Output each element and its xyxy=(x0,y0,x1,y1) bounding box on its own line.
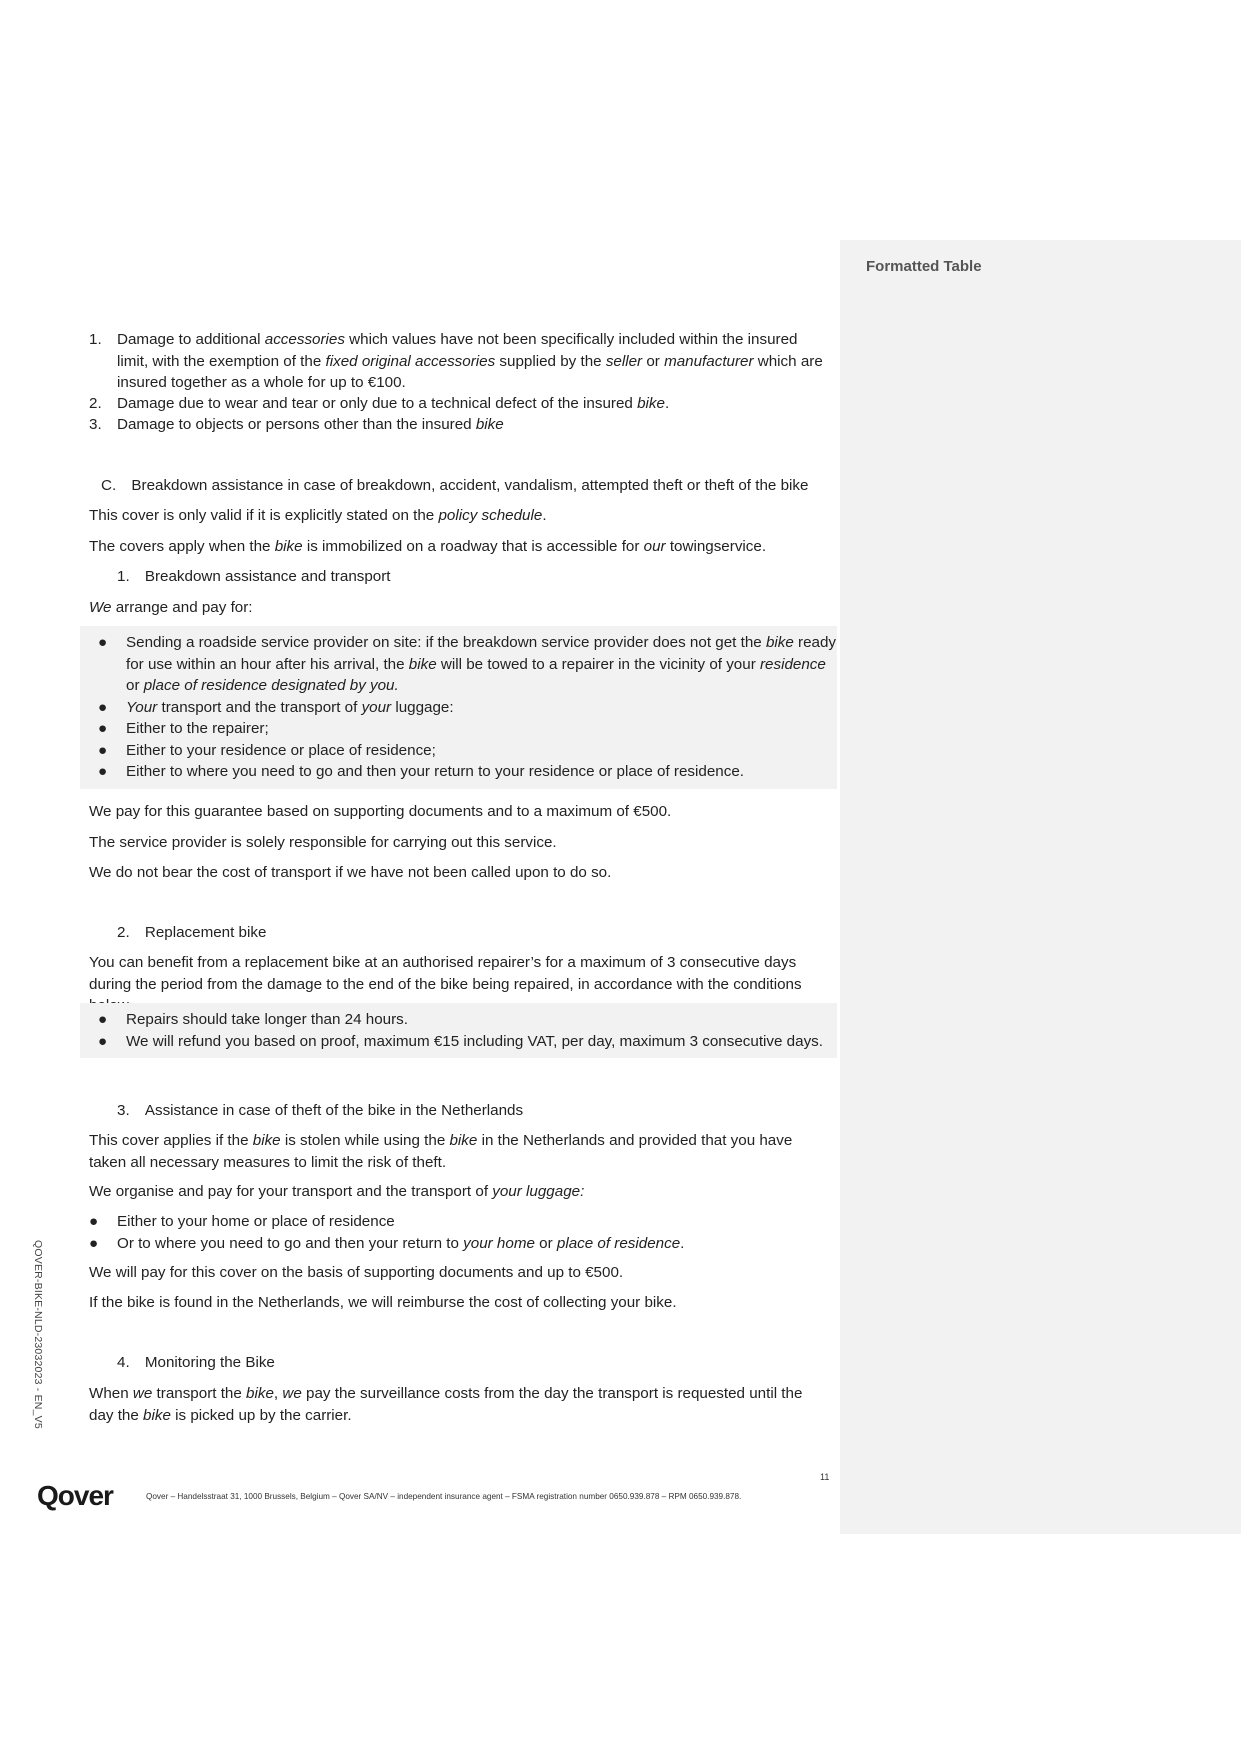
bullet-text: Repairs should take longer than 24 hours. xyxy=(126,1011,408,1028)
exclusion-number: 2. xyxy=(89,395,102,412)
bullet-text: Either to your residence or place of residence; xyxy=(126,741,436,759)
section-c-heading: C. Breakdown assistance in case of breakdown, accident, vandalism, attempted theft or theft of the bike xyxy=(101,477,809,494)
page-number: 11 xyxy=(820,1472,830,1482)
sub1-heading: 1. Breakdown assistance and transport xyxy=(117,568,391,585)
sub2-bullet xyxy=(89,1031,837,1053)
bullet-dot: ● xyxy=(98,634,108,651)
bullet-dot: ● xyxy=(98,763,108,780)
sub3-paragraph-1: This cover applies if the bike is stolen while using the bike in the Netherlands and provided that you have taken all necessary measures to limit the risk of theft. xyxy=(89,1132,793,1171)
qover-logo: Qover xyxy=(37,1480,113,1511)
bullet-dot: ● xyxy=(98,720,108,737)
exclusion-item-3 xyxy=(89,414,829,436)
bullet-dot: ● xyxy=(89,1213,99,1230)
sub3-paragraph-4: If the bike is found in the Netherlands, we will reimburse the cost of collecting your bike. xyxy=(89,1294,677,1311)
bullet-dot: ● xyxy=(98,698,108,716)
sub1-bullet xyxy=(89,632,837,697)
bullet-dot: ● xyxy=(98,1032,108,1050)
sub1-bullet xyxy=(89,697,837,719)
document-code: QOVER-BIKE-NLD-23032023 - EN_V5 xyxy=(32,1240,44,1429)
exclusion-number: 3. xyxy=(89,416,102,433)
exclusion-text: Damage due to wear and tear or only due to a technical defect of the insured bike. xyxy=(117,395,670,412)
exclusion-item-1 xyxy=(89,329,829,394)
sub2-bullet-table xyxy=(80,1003,837,1058)
comment-pane xyxy=(840,240,1241,1534)
bullet-dot: ● xyxy=(98,741,108,759)
bullet-dot: ● xyxy=(98,1011,108,1028)
sub1-paragraph-2: The service provider is solely responsible for carrying out this service. xyxy=(89,834,557,851)
bullet-text: Either to the repairer; xyxy=(126,720,269,737)
sub1-bullet xyxy=(89,761,837,783)
sub3-bullet xyxy=(89,1211,829,1233)
exclusion-item-2 xyxy=(89,393,829,415)
sub1-intro: We arrange and pay for: xyxy=(89,599,253,616)
sub1-bullet-table xyxy=(80,626,837,789)
section-c-validity: This cover is only valid if it is explicitly stated on the policy schedule. xyxy=(89,507,547,524)
sub4-heading: 4. Monitoring the Bike xyxy=(117,1354,275,1371)
bullet-dot: ● xyxy=(89,1234,99,1252)
exclusion-number: 1. xyxy=(89,331,102,348)
sub4-paragraph-1: When we transport the bike, we pay the surveillance costs from the day the transport is requested until the day the bike is picked up by the carrier. xyxy=(89,1385,803,1424)
bullet-text: We will refund you based on proof, maximum €15 including VAT, per day, maximum 3 consecutive days. xyxy=(126,1032,823,1050)
sub1-paragraph-1: We pay for this guarantee based on supporting documents and to a maximum of €500. xyxy=(89,803,672,820)
comment-pane-title: Formatted Table xyxy=(866,258,982,275)
exclusion-text: Damage to additional accessories which values have not been specifically included within the insured limit, with the exemption of the fixed original accessories supplied by the seller or manufacturer which are insured together as a whole for up to €100. xyxy=(117,331,823,391)
bullet-text: Either to where you need to go and then your return to your residence or place of residence. xyxy=(126,763,745,780)
sub3-bullet xyxy=(89,1233,829,1255)
bullet-text: Either to your home or place of residence xyxy=(117,1213,395,1230)
sub1-bullet xyxy=(89,718,837,740)
sub2-heading: 2. Replacement bike xyxy=(117,924,267,941)
sub1-paragraph-3: We do not bear the cost of transport if we have not been called upon to do so. xyxy=(89,864,612,881)
sub3-paragraph-3: We will pay for this cover on the basis of supporting documents and up to €500. xyxy=(89,1264,624,1281)
footer-address: Qover – Handelsstraat 31, 1000 Brussels, Belgium – Qover SA/NV – independent insurance agent – FSMA registration number 0650.939.878 – RPM 0650.939.878. xyxy=(146,1492,742,1501)
bullet-text: Sending a roadside service provider on site: if the breakdown service provider does not get the bike ready for use within an hour after his arrival, the bike will be towed to a repairer in the vicinity of your residence or place of residence designated by you. xyxy=(126,634,837,694)
bullet-text: Or to where you need to go and then your return to your home or place of residence. xyxy=(117,1234,685,1252)
sub3-bullets xyxy=(89,1211,829,1254)
exclusion-text: Damage to objects or persons other than the insured bike xyxy=(117,416,504,433)
section-c-applies: The covers apply when the bike is immobilized on a roadway that is accessible for our towingservice. xyxy=(89,538,767,555)
bullet-text: Your transport and the transport of your luggage: xyxy=(126,698,454,716)
sub3-paragraph-2: We organise and pay for your transport and the transport of your luggage: xyxy=(89,1183,585,1200)
sub3-heading: 3. Assistance in case of theft of the bike in the Netherlands xyxy=(117,1102,524,1119)
sub2-intro: You can benefit from a replacement bike at an authorised repairer’s for a maximum of 3 consecutive days during the period from the damage to the end of the bike being repaired, in accordance with the conditions xyxy=(89,954,802,993)
sub1-bullet xyxy=(89,740,837,762)
sub2-bullet xyxy=(89,1009,837,1031)
